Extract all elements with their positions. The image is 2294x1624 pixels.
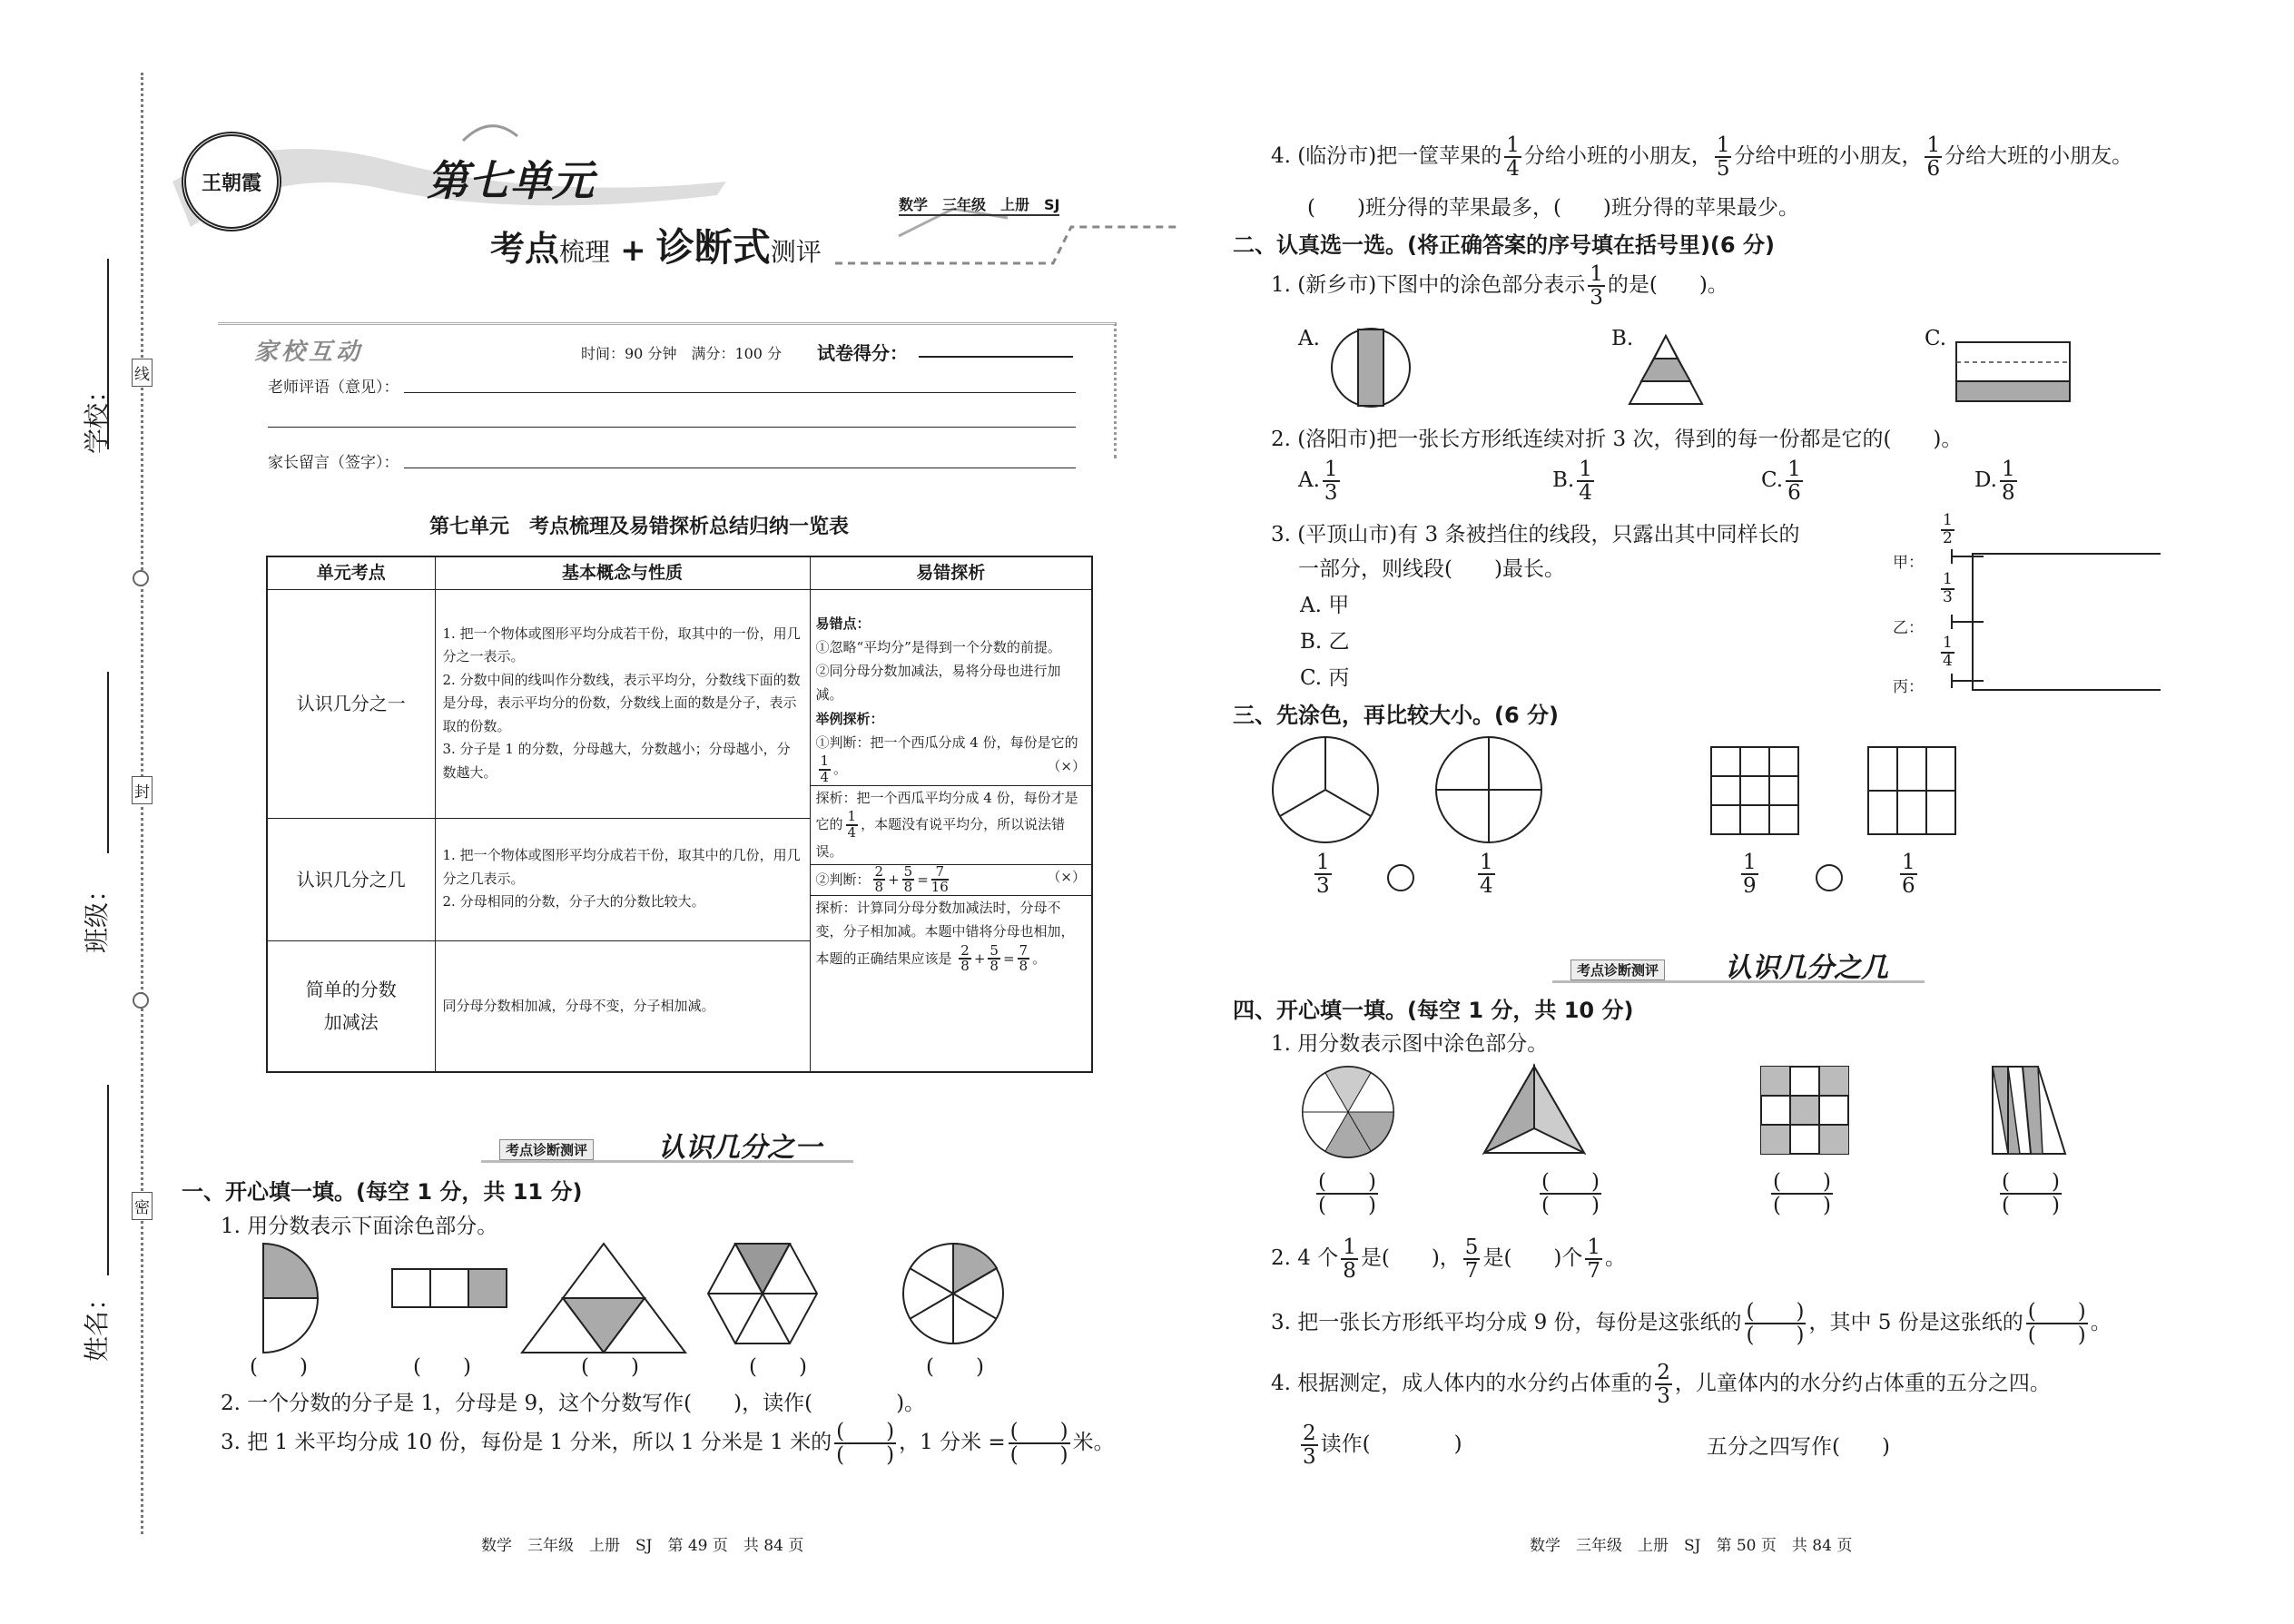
fraction: 1 3 bbox=[1316, 851, 1330, 899]
option-c-label: C. bbox=[1925, 327, 1947, 350]
subtitle-a: 考点 bbox=[490, 229, 560, 269]
section-4-q3 bbox=[1271, 1301, 2112, 1346]
q2-text: 是( )， bbox=[1360, 1246, 1461, 1271]
choice-a[interactable]: A. 甲 bbox=[1300, 594, 1350, 617]
section-1-figures bbox=[245, 1235, 1062, 1362]
fraction-blank[interactable]: ( ) ( ) bbox=[1009, 1420, 1068, 1468]
unit-title: 第七单元 bbox=[427, 156, 594, 205]
section-4-title: 四、开心填一填。(每空 1 分，共 10 分) bbox=[1233, 998, 1634, 1023]
q4-text: 分给大班的小朋友。 bbox=[1944, 144, 2133, 169]
q2-text: 2. 4 个 bbox=[1271, 1246, 1339, 1271]
section-banner-2 bbox=[1552, 950, 1925, 983]
error-cell bbox=[810, 589, 1092, 1072]
q3-text: 3. 把一张长方形纸平均分成 9 份，每份是这张纸的 bbox=[1271, 1311, 1742, 1335]
answer-blank[interactable]: ( ) bbox=[749, 1355, 807, 1379]
teacher-comment-label: 老师评语（意见）： bbox=[268, 379, 399, 397]
home-school-label: 家校互动 bbox=[254, 339, 364, 366]
frac-third: $\frac{1}{3}$ bbox=[1943, 570, 1953, 606]
answer-blank[interactable]: ( ) bbox=[581, 1355, 639, 1379]
section-2-q3a: 3. (平顶山市)有 3 条被挡住的线段，只露出其中同样长的 bbox=[1271, 523, 1800, 546]
topic-cell bbox=[267, 940, 435, 1072]
binding-mark-feng: 封 bbox=[132, 776, 153, 804]
q4-text: 分给中班的小朋友， bbox=[1734, 144, 1923, 169]
fraction-answer[interactable]: ( ) ( ) bbox=[1541, 1170, 1600, 1218]
figure-hexagon bbox=[708, 1244, 817, 1343]
fraction: $\frac{5}{8}$ bbox=[903, 862, 913, 896]
triangle-shaded bbox=[1484, 1067, 1584, 1153]
answer-blank[interactable]: ( ) bbox=[926, 1355, 984, 1379]
binding-school-line bbox=[107, 259, 109, 449]
fraction: $\frac{1}{4}$ bbox=[1506, 133, 1520, 182]
teacher-comment-line-1[interactable] bbox=[404, 392, 1076, 393]
subject-tag: 数学 三年级 上册 SJ bbox=[899, 193, 1059, 216]
concept-item: 3. 分子是 1 的分数，分母越大，分数越小；分母越小，分数越大。 bbox=[442, 741, 791, 781]
fraction: $\frac{5}{7}$ bbox=[1464, 1235, 1479, 1284]
grid-shaded bbox=[1761, 1067, 1848, 1154]
banner-label: 考点诊断测评 bbox=[499, 1139, 594, 1160]
banner-title: 认识几分之几 bbox=[1725, 952, 1888, 984]
section-1-q2: 2. 一个分数的分子是 1，分母是 9，这个分数写作( )，读作( )。 bbox=[221, 1392, 926, 1415]
section-4-q4 bbox=[1271, 1362, 2051, 1407]
publisher-logo bbox=[182, 132, 281, 231]
analysis-1 bbox=[811, 785, 1092, 864]
fraction-answer[interactable]: ( ) ( ) bbox=[1773, 1170, 1831, 1218]
figure-three-squares bbox=[392, 1269, 507, 1307]
figure-quarter-circle bbox=[263, 1244, 318, 1353]
section-4-q4-read bbox=[1298, 1422, 1462, 1468]
fraction: $\frac{7}{8}$ bbox=[1019, 941, 1029, 975]
example-heading: 举例探析： bbox=[815, 710, 884, 727]
score-text: 试卷得分： bbox=[817, 342, 908, 364]
analysis-text: 探析：把一个西瓜平均分成 4 份，每份才是它的 bbox=[815, 789, 1078, 832]
binding-hole-1 bbox=[133, 570, 149, 586]
section-1-q3 bbox=[221, 1421, 1115, 1466]
subtitle-b: 梳理 bbox=[559, 237, 611, 267]
fraction: $\frac{2}{8}$ bbox=[960, 941, 970, 975]
fraction: $\frac{5}{8}$ bbox=[989, 941, 999, 975]
label-yi: 乙： bbox=[1893, 619, 1924, 637]
section-2-q1-figures bbox=[1316, 322, 2088, 413]
q4-text: ，儿童体内的水分约占体重的五分之四。 bbox=[1674, 1372, 2051, 1396]
option-b[interactable]: B. $\frac{1}{4}$ bbox=[1552, 458, 1592, 506]
frac-half: $\frac{1}{2}$ bbox=[1943, 511, 1953, 547]
q4-answer: ( )班分得的苹果最多，( )班分得的苹果最少。 bbox=[1307, 196, 1799, 220]
example-text: ②判断： bbox=[815, 871, 871, 888]
example-text: 。 bbox=[833, 760, 848, 777]
score-input[interactable] bbox=[919, 356, 1073, 358]
q4-text: 分给小班的小朋友， bbox=[1523, 144, 1712, 169]
option-d[interactable]: D. $\frac{1}{8}$ bbox=[1974, 458, 2015, 506]
option-a-label: A. bbox=[1298, 327, 1320, 350]
figure-a-circle bbox=[1332, 329, 1410, 407]
figure-circle-sixths bbox=[903, 1244, 1003, 1343]
table-header-0: 单元考点 bbox=[267, 556, 435, 589]
header-subtitle bbox=[490, 218, 822, 272]
logo-text: 王朝霞 bbox=[201, 171, 261, 195]
fraction-answer[interactable]: ( ) ( ) bbox=[2002, 1170, 2060, 1218]
error-point: ①忽略“平均分”是得到一个分数的前提。 bbox=[815, 638, 1061, 655]
subtitle-c: 诊断式 bbox=[655, 225, 771, 270]
table-header-1: 基本概念与性质 bbox=[435, 556, 810, 589]
topic-line: 简单的分数 bbox=[305, 979, 397, 1001]
binding-mark-xian: 线 bbox=[132, 359, 153, 387]
q3-text: 米。 bbox=[1072, 1431, 1115, 1455]
fraction: 1 6 bbox=[1902, 851, 1915, 899]
choice-c[interactable]: C. 丙 bbox=[1300, 666, 1350, 690]
topic-cell: 认识几分之几 bbox=[267, 818, 435, 940]
q3-text: 3. 把 1 米平均分成 10 份，每份是 1 分米，所以 1 分米是 1 米的 bbox=[221, 1431, 832, 1455]
example-mark: （×） bbox=[1047, 868, 1086, 885]
footer-left: 数学 三年级 上册 SJ 第 49 页 共 84 页 bbox=[481, 1537, 804, 1555]
grid-sixths bbox=[1868, 747, 1955, 834]
fraction-blank[interactable]: ( ) ( ) bbox=[2027, 1300, 2086, 1348]
binding-name-line bbox=[107, 1085, 109, 1275]
q1-text: 的是( )。 bbox=[1607, 273, 1728, 298]
option-a[interactable]: A. $\frac{1}{3}$ bbox=[1298, 458, 1338, 506]
q3-text: 。 bbox=[2090, 1311, 2112, 1335]
fraction-blank[interactable]: ( ) ( ) bbox=[836, 1420, 895, 1468]
q4-apples bbox=[1271, 134, 2132, 180]
section-2-q2: 2. (洛阳市)把一张长方形纸连续对折 3 次，得到的每一份都是它的( )。 bbox=[1271, 428, 1963, 451]
parent-comment-label: 家长留言（签字）： bbox=[268, 454, 399, 472]
fraction: $\frac{1}{8}$ bbox=[1343, 1235, 1356, 1284]
concept-cell bbox=[435, 589, 810, 818]
score-label bbox=[817, 339, 908, 365]
q4-text: 4. (临汾市)把一筐苹果的 bbox=[1271, 144, 1502, 169]
circle-sixths-shaded bbox=[1303, 1067, 1393, 1157]
topic-cell: 认识几分之一 bbox=[267, 589, 435, 818]
fraction: $\frac{2}{3}$ bbox=[1657, 1361, 1670, 1409]
frac-quarter: $\frac{1}{4}$ bbox=[1943, 634, 1953, 670]
figure-c-rectangle bbox=[1956, 342, 2070, 401]
fraction: $\frac{7}{16}$ bbox=[930, 862, 949, 896]
compare-circle[interactable] bbox=[1387, 864, 1414, 891]
fraction: $\frac{1}{5}$ bbox=[1716, 133, 1730, 182]
fraction-answer[interactable]: ( ) ( ) bbox=[1318, 1170, 1376, 1218]
option-b-label: B. bbox=[1611, 327, 1634, 350]
answer-blank[interactable]: ( ) bbox=[413, 1355, 471, 1379]
binding-hole-2 bbox=[133, 992, 149, 1009]
fraction: $\frac{1}{6}$ bbox=[1926, 133, 1941, 182]
q1-text: 1. (新乡市)下图中的涂色部分表示 bbox=[1271, 273, 1586, 298]
error-point: ②同分母分数加减法，易将分母也进行加减。 bbox=[815, 663, 1061, 704]
figure-b-triangle bbox=[1629, 336, 1702, 404]
table-title: 第七单元 考点梳理及易错探析总结归纳一览表 bbox=[429, 516, 850, 538]
fraction: $\frac{2}{3}$ bbox=[1303, 1422, 1316, 1470]
q3-text: ，1 分米 = bbox=[899, 1431, 1006, 1455]
section-1-q1: 1. 用分数表示下面涂色部分。 bbox=[221, 1215, 498, 1238]
label-jia: 甲： bbox=[1893, 554, 1924, 572]
section-2-q1 bbox=[1271, 263, 1728, 309]
example-mark: （×） bbox=[1047, 758, 1086, 774]
topic-line: 加减法 bbox=[323, 1011, 379, 1034]
banner-label: 考点诊断测评 bbox=[1570, 960, 1665, 980]
banner-title: 认识几分之一 bbox=[658, 1132, 822, 1164]
concept-item: 2. 分母相同的分数，分子大的分数比较大。 bbox=[442, 893, 705, 910]
trapezoid-shaded bbox=[1993, 1067, 2065, 1154]
q3-text: ，其中 5 份是这张纸的 bbox=[1808, 1311, 2023, 1335]
choice-b[interactable]: B. 乙 bbox=[1300, 630, 1350, 654]
subtitle-d: 测评 bbox=[770, 237, 822, 267]
section-3-title: 三、先涂色，再比较大小。(6 分) bbox=[1233, 703, 1559, 728]
fraction: $\frac{1}{4}$ bbox=[847, 807, 857, 841]
section-4-q1: 1. 用分数表示图中涂色部分。 bbox=[1271, 1032, 1549, 1056]
analysis-text: 探析：计算同分母分数加减法时，分母不变，分子相加减。本题中错将分母也相加，本题的正确结果应该是 bbox=[815, 900, 1075, 967]
analysis-2: 探析：计算同分母分数加减法时，分母不变，分子相加减。本题中错将分母也相加，本题的正确结果应该是 $\frac{2}{8}$ + $\frac{5}{8}$ = $\frac{7}{8}$ 。 bbox=[811, 895, 1092, 974]
summary-table bbox=[266, 556, 1093, 1073]
fraction: $\frac{1}{4}$ bbox=[820, 753, 830, 785]
concept-cell bbox=[435, 818, 810, 940]
section-1-title: 一、开心填一填。(每空 1 分，共 11 分) bbox=[182, 1179, 583, 1205]
section-2-q3b: 一部分，则线段( )最长。 bbox=[1298, 557, 1565, 581]
example-2: ②判断： $\frac{2}{8}$ + $\frac{5}{8}$ = $\frac{7}{16}$ （×） bbox=[811, 864, 1092, 896]
circle-quarters bbox=[1436, 737, 1541, 842]
fraction-blank[interactable]: ( ) ( ) bbox=[1746, 1300, 1805, 1348]
binding-class-label: 班级： bbox=[82, 876, 112, 953]
analysis-text: ，本题没有说平均分，所以说法错误。 bbox=[815, 815, 1066, 861]
binding-school-label: 学校： bbox=[82, 377, 112, 454]
concept-cell: 同分母分数相加减，分母不变，分子相加减。 bbox=[435, 940, 810, 1072]
table-header-2: 易错探析 bbox=[810, 556, 1092, 589]
subtitle-plus: + bbox=[620, 232, 646, 269]
grid-ninths bbox=[1711, 747, 1798, 834]
example-1 bbox=[816, 731, 1087, 785]
answer-blank[interactable]: ( ) bbox=[250, 1355, 308, 1379]
concept-item: 2. 分数中间的线叫作分数线，表示平均分，分数线下面的数是分母，表示平均分的份数，分数线上面的数是分子，表示取的份数。 bbox=[442, 671, 801, 734]
error-heading: 易错点： bbox=[815, 615, 871, 632]
figure-triangle bbox=[522, 1244, 685, 1353]
section-3-figures bbox=[1262, 731, 1961, 849]
read-text[interactable]: 读作( ) bbox=[1320, 1432, 1462, 1457]
section-4-figures bbox=[1294, 1058, 2111, 1166]
fraction: 1 4 bbox=[1480, 851, 1493, 899]
binding-name-label: 姓名： bbox=[82, 1284, 112, 1362]
section-banner-1 bbox=[481, 1130, 853, 1163]
q4-text: 4. 根据测定，成人体内的水分约占体重的 bbox=[1271, 1372, 1653, 1396]
section-4-q2 bbox=[1271, 1236, 1626, 1282]
fraction: $\frac{2}{8}$ bbox=[874, 862, 884, 896]
fraction: 1 9 bbox=[1743, 851, 1757, 899]
section-2-title: 二、认真选一选。(将正确答案的序号填在括号里)(6 分) bbox=[1233, 232, 1775, 258]
teacher-comment-line-2[interactable] bbox=[268, 427, 1076, 428]
fraction: $\frac{1}{7}$ bbox=[1587, 1235, 1601, 1284]
footer-right: 数学 三年级 上册 SJ 第 50 页 共 84 页 bbox=[1530, 1537, 1853, 1555]
concept-item: 1. 把一个物体或图形平均分成若干份，取其中的几份，用几分之几表示。 bbox=[442, 847, 801, 887]
option-c[interactable]: C. $\frac{1}{6}$ bbox=[1761, 458, 1801, 506]
label-bing: 丙： bbox=[1893, 678, 1924, 696]
binding-class-line bbox=[107, 672, 109, 853]
fraction: $\frac{1}{3}$ bbox=[1590, 262, 1603, 310]
compare-circle[interactable] bbox=[1816, 864, 1843, 891]
q2-text: 。 bbox=[1605, 1246, 1627, 1271]
q2-text: 是( )个 bbox=[1482, 1246, 1583, 1271]
example-text: ①判断：把一个西瓜分成 4 份，每份是它的 bbox=[815, 733, 1078, 751]
circle-thirds bbox=[1273, 737, 1378, 842]
time-info: 时间：90 分钟 满分：100 分 bbox=[581, 345, 783, 362]
concept-item: 1. 把一个物体或图形平均分成若干份，取其中的一份，用几分之一表示。 bbox=[442, 625, 801, 665]
segments-figure bbox=[1888, 513, 2161, 699]
section-4-q4-write[interactable]: 五分之四写作( ) bbox=[1707, 1435, 1890, 1459]
binding-mark-mi: 密 bbox=[132, 1192, 153, 1220]
